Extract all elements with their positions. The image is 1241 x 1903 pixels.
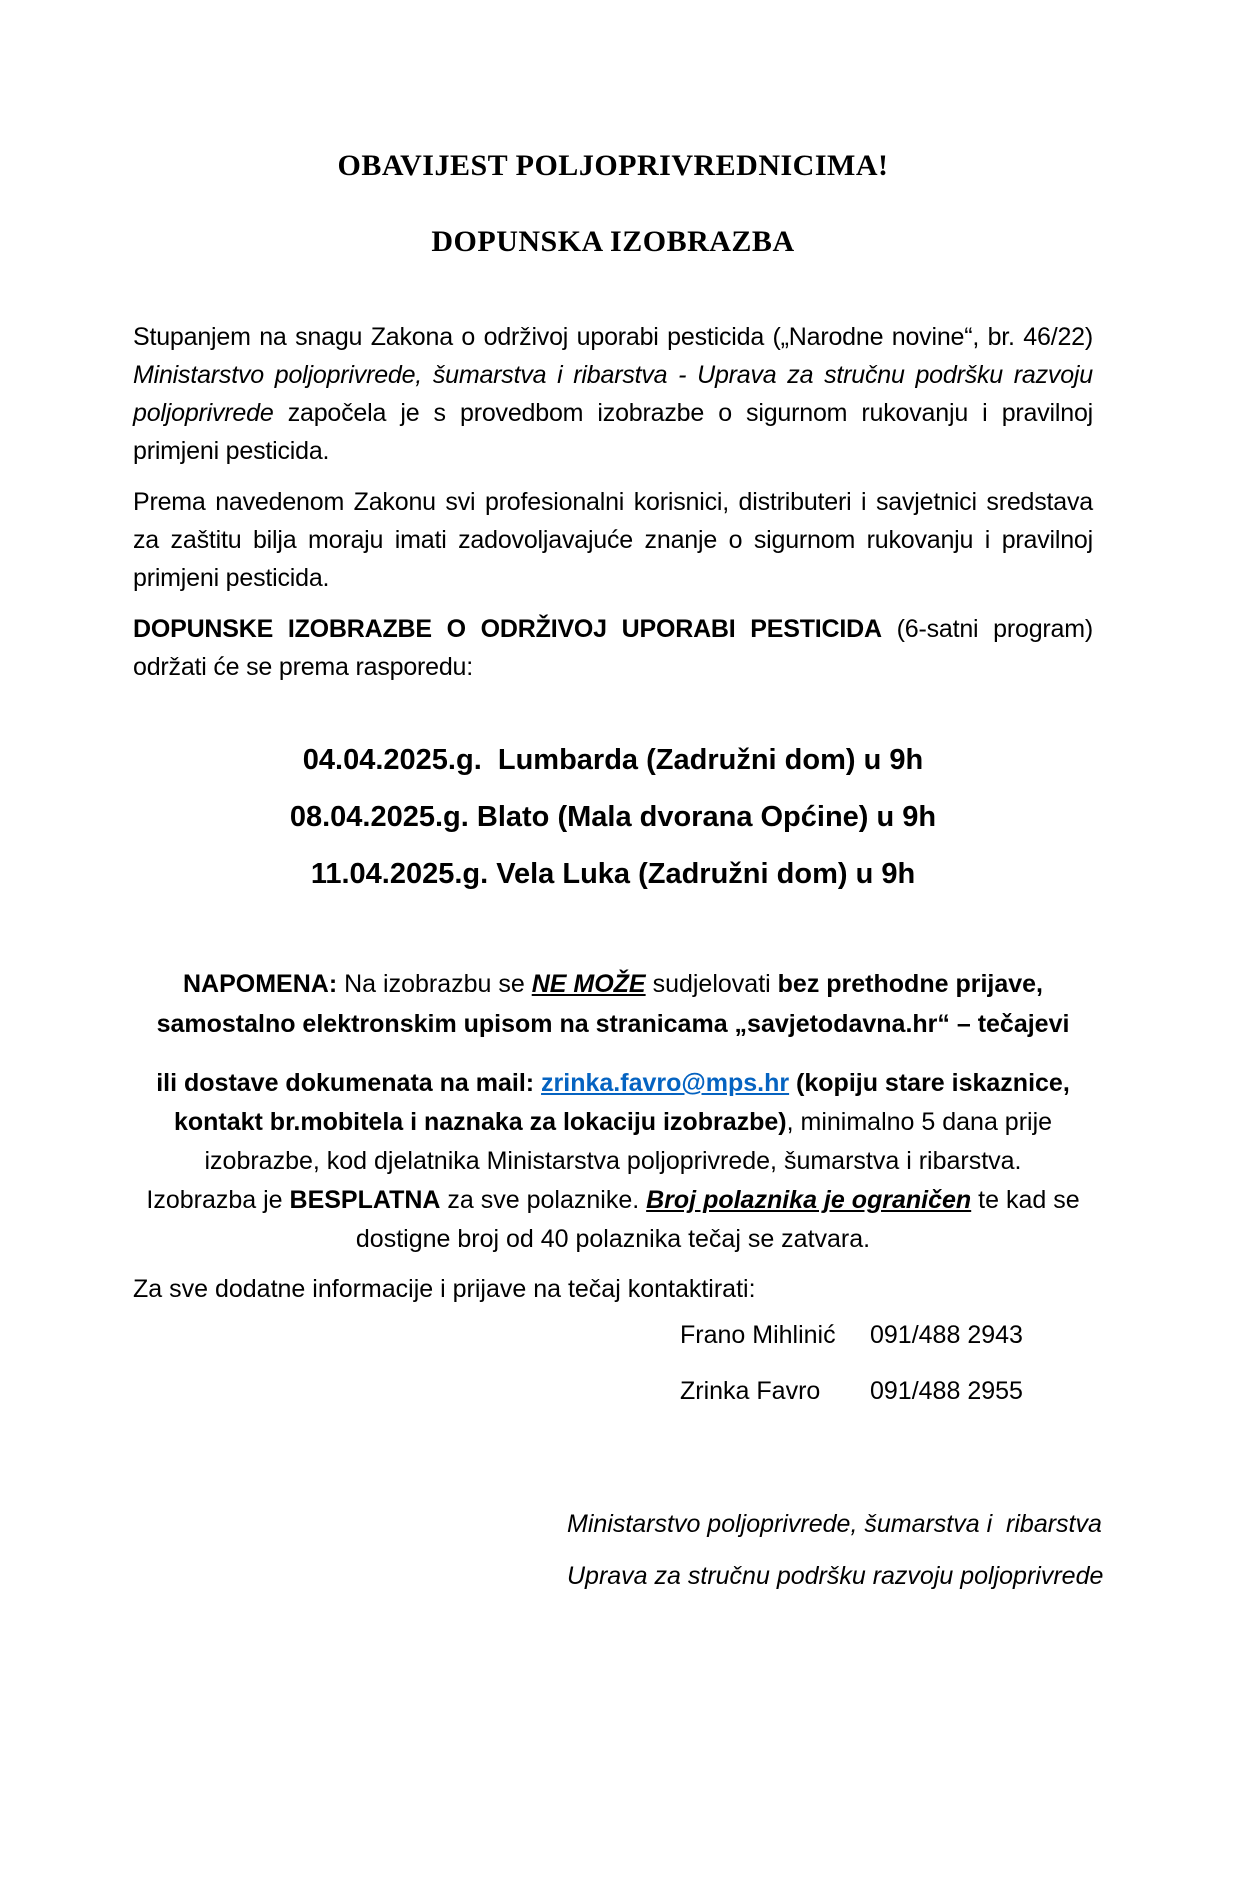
document-title-line-2: DOPUNSKA IZOBRAZBA	[431, 225, 795, 258]
text-segment: izobrazbe, kod djelatnika Ministarstva poljoprivrede, šumarstva i ribarstva.	[204, 1147, 1022, 1175]
signature-line-1: Ministarstvo poljoprivrede, šumarstva i ribarstva	[567, 1510, 1102, 1538]
registration-line	[133, 1220, 1093, 1259]
text-segment: za sve polaznike.	[440, 1186, 647, 1214]
signature-line-2: Uprava za stručnu podršku razvoju poljoprivrede	[567, 1562, 1104, 1590]
text-segment: kontakt br.mobitela i naznaka za lokaciju izobrazbe)	[173, 1108, 787, 1136]
text-segment: (6-satni program) održati će se prema rasporedu:	[133, 615, 1094, 681]
contact-row	[680, 1317, 1093, 1353]
text-segment: ili dostave dokumenata na mail:	[156, 1069, 542, 1097]
registration-line	[133, 1142, 1093, 1181]
napomena-note	[133, 964, 1093, 1044]
napomena-line	[133, 964, 1093, 1004]
paragraph-intro	[133, 318, 1093, 470]
registration-instructions	[133, 1064, 1093, 1259]
registration-line	[133, 1064, 1093, 1103]
text-segment: Izobrazba je	[146, 1186, 290, 1214]
email-link[interactable]: zrinka.favro@mps.hr	[541, 1069, 790, 1097]
registration-line	[133, 1181, 1093, 1220]
schedule-item-lumbarda: 04.04.2025.g. Lumbarda (Zadružni dom) u 9h	[302, 744, 924, 776]
body-copy	[133, 318, 1093, 686]
text-segment: započela je s provedbom izobrazbe o sigurnom rukovanju i pravilnoj primjeni pesticida.	[133, 399, 1093, 465]
contact-phone: 091/488 2943	[870, 1321, 1023, 1349]
text-segment: NAPOMENA:	[183, 970, 345, 998]
text-segment: Broj polaznika je ograničen	[646, 1186, 972, 1214]
signature-block	[567, 1509, 1104, 1591]
text-segment: DOPUNSKE IZOBRAZBE O ODRŽIVOJ UPORABI PESTICIDA	[133, 615, 882, 643]
text-segment: sudjelovati	[645, 970, 778, 998]
contact-list	[680, 1317, 1093, 1409]
text-segment: Na izobrazbu se	[344, 970, 532, 998]
text-segment: (kopiju stare iskaznice,	[789, 1069, 1070, 1097]
text-segment: dostigne broj od 40 polaznika tečaj se zatvara.	[355, 1225, 871, 1253]
text-segment: Ministarstvo poljoprivrede, šumarstva i ribarstva - Uprava za stručnu podršku razvoju poljoprivrede	[133, 361, 1093, 427]
contact-name: Zrinka Favro	[680, 1377, 821, 1405]
text-segment: NE MOŽE	[531, 970, 646, 998]
document-title-line-1: OBAVIJEST POLJOPRIVREDNICIMA!	[337, 149, 889, 182]
registration-line	[133, 1103, 1093, 1142]
paragraph-program-announcement	[133, 610, 1093, 686]
contact-name: Frano Mihlinić	[680, 1321, 836, 1349]
text-segment: Stupanjem na snagu Zakona o održivoj uporabi pesticida („Narodne novine“, br. 46/22)	[133, 323, 1093, 351]
text-segment: , minimalno 5 dana prije	[786, 1108, 1053, 1136]
text-segment: Prema navedenom Zakonu svi profesionalni korisnici, distributeri i savjetnici sredstava za zaštitu bilja moraju imati zadovoljavajuće znanje o sigurnom rukovanju i pravilnoj primjeni pesticida.	[133, 488, 1093, 592]
text-segment: te kad se	[971, 1186, 1080, 1214]
text-segment: bez prethodne prijave,	[777, 970, 1043, 998]
contact-intro: Za sve dodatne informacije i prijave na tečaj kontaktirati:	[133, 1275, 756, 1303]
contact-row	[680, 1373, 1093, 1409]
paragraph-law-requirement	[133, 483, 1093, 597]
text-segment: BESPLATNA	[289, 1186, 441, 1214]
schedule-item-vela-luka: 11.04.2025.g. Vela Luka (Zadružni dom) u 9h	[310, 858, 916, 890]
document-page	[0, 148, 1241, 1903]
schedule-list	[133, 740, 1093, 894]
contact-phone: 091/488 2955	[870, 1377, 1023, 1405]
schedule-item-blato: 08.04.2025.g. Blato (Mala dvorana Općine) u 9h	[289, 801, 937, 833]
napomena-line	[133, 1004, 1093, 1044]
text-segment: samostalno elektronskim upisom na stranicama „savjetodavna.hr“ – tečajevi	[156, 1010, 1070, 1038]
